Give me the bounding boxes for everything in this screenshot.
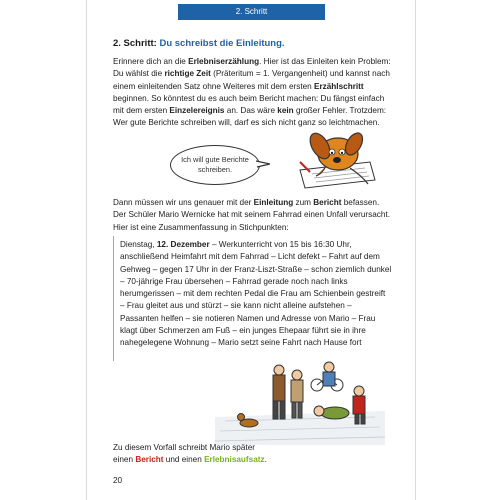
text-run: – Werkunterricht von 15 bis 16:30 Uhr, anschließend Heimfahrt mit dem Fahrrad – Licht defekt – Fahrt auf dem Gehweg – gegen 17 Uhr in der Franz-Liszt-Straße – schon ziemlich dunkel – 70-jährige Frau übersehen – Fahrrad gerade noch nach links herumgerissen – mit dem rechten Pedal die Frau am Schienbein gestreift – Frau gleitet aus und stürzt – sie kann nicht alleine aufstehen – Passanten helfen – sie notieren Namen und Adresse von Mario – Frau klagt über Schmerzen am Fuß – ein junges Ehepaar führt sie in ihre nahegelegene Wohnung – Mario setzt seine Fahrt nach Hause fort bbox=[120, 240, 392, 348]
incident-summary bbox=[120, 239, 392, 350]
term-richtige-zeit: richtige Zeit bbox=[164, 69, 211, 79]
closing-line-1: Zu diesem Vorfall schreibt Mario später bbox=[113, 443, 255, 452]
setup-paragraph bbox=[113, 197, 393, 234]
text-run: (Präteritum = 1. Vergangenheit) und kannst nach einem einleitenden Satz ohne Weiteres mit dem ersten bbox=[113, 69, 390, 91]
term-einleitung: Einleitung bbox=[253, 198, 294, 207]
text-run: Dienstag, bbox=[120, 240, 157, 249]
term-kein: kein bbox=[277, 106, 294, 116]
text-run: und einen bbox=[163, 455, 205, 465]
page-number: 20 bbox=[113, 476, 123, 485]
term-bericht-red: Bericht bbox=[135, 455, 164, 465]
speech-bubble: Ich will gute Berichte schreiben. bbox=[170, 145, 260, 185]
text-run: Erinnere dich an die bbox=[113, 57, 189, 66]
step-title: Du schreibst die Einleitung. bbox=[159, 38, 285, 49]
text-run: . Hier ist das Einleiten kein Problem: Du wählst die bbox=[113, 57, 391, 79]
intro-paragraph bbox=[113, 56, 393, 130]
speech-bubble-tail bbox=[256, 160, 270, 168]
dog-illustration bbox=[270, 132, 380, 192]
term-erzaehlschritt: Erzählschritt bbox=[314, 81, 364, 91]
step-label: 2. Schritt: bbox=[113, 38, 157, 49]
text-run: großer Fehler. Trotzdem: Wer gute Berichte schreiben will, darf es sich nicht ganz so leichtmachen. bbox=[113, 106, 387, 128]
term-erlebnisaufsatz-green: Erlebnisaufsatz bbox=[204, 455, 265, 465]
text-run: beginnen. So könntest du es auch beim Bericht machen: Du fängst einfach mit dem ersten bbox=[113, 93, 385, 116]
summary-date: 12. Dezember bbox=[156, 240, 210, 249]
closing-line-2 bbox=[113, 454, 267, 466]
chapter-tab: 2. Schritt bbox=[178, 4, 325, 20]
text-run: zum bbox=[293, 198, 314, 207]
closing-paragraph bbox=[113, 442, 267, 467]
text-run: einen bbox=[113, 455, 136, 465]
text-run: an. Das wäre bbox=[224, 106, 278, 116]
accident-scene-illustration bbox=[215, 355, 385, 445]
text-run: Dann müssen wir uns genauer mit der bbox=[113, 198, 254, 207]
term-einzelereignis: Einzelereignis bbox=[169, 106, 225, 116]
text-run: befassen. Der Schüler Mario Wernicke hat mit seinem Fahrrad einen Unfall verursacht. Hier ist eine Zusammenfassung in Stichpunkten: bbox=[113, 198, 390, 232]
term-erlebniserzaehlung: Erlebniserzählung bbox=[188, 57, 260, 66]
text-run: . bbox=[264, 455, 267, 465]
term-bericht: Bericht bbox=[313, 198, 342, 207]
step-heading bbox=[113, 38, 285, 49]
